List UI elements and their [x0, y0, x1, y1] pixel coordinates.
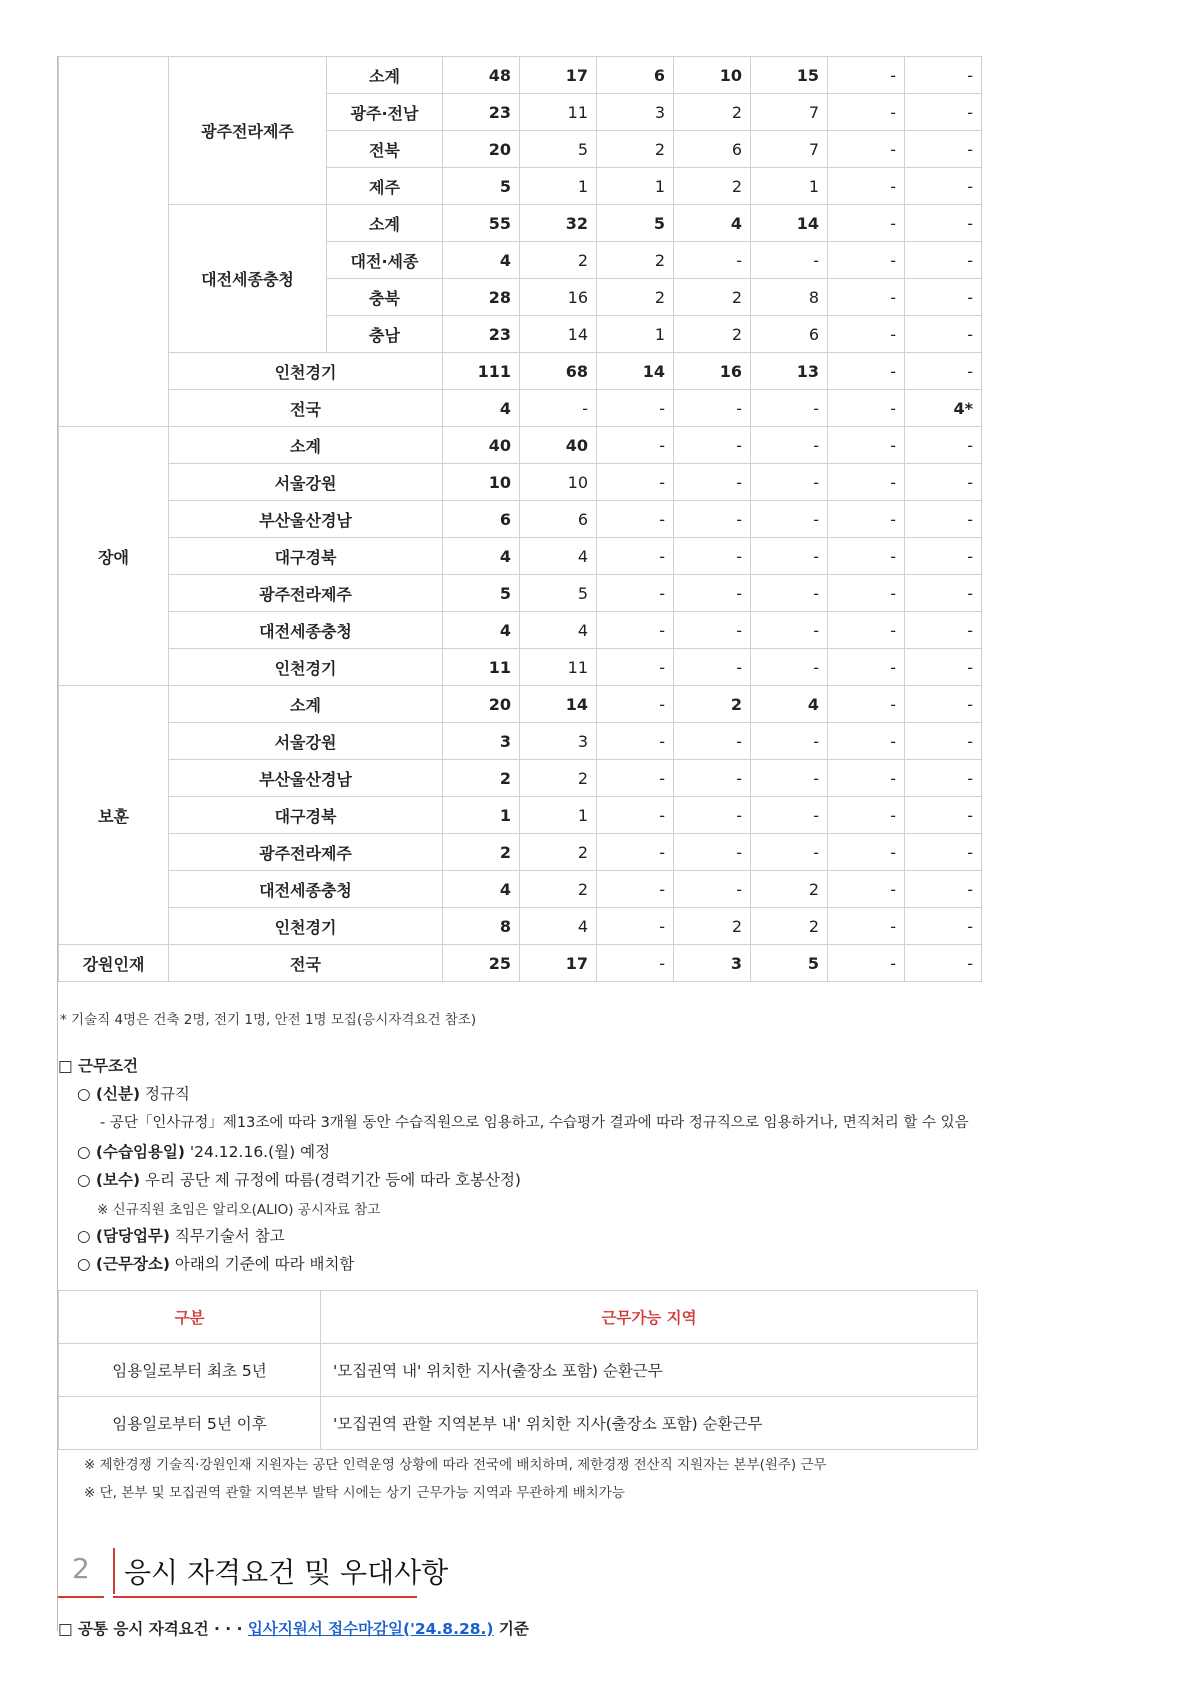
value-cell: 28	[443, 279, 520, 316]
value-cell: -	[828, 871, 905, 908]
value-cell: -	[905, 501, 982, 538]
value-cell: 2	[674, 686, 751, 723]
value-cell: 3	[443, 723, 520, 760]
region-cell: '모집권역 내' 위치한 지사(출장소 포함) 순환근무	[321, 1344, 978, 1397]
value-cell: -	[905, 945, 982, 982]
value-cell: -	[828, 205, 905, 242]
section-underline	[58, 1596, 104, 1598]
section-number: 2	[72, 1552, 90, 1585]
quota-row	[59, 945, 982, 982]
value-cell: 2	[520, 871, 597, 908]
value-cell: -	[828, 353, 905, 390]
value-cell: 20	[443, 686, 520, 723]
value-cell: 2	[674, 94, 751, 131]
value-cell: -	[828, 94, 905, 131]
work-location-row	[59, 1397, 978, 1450]
value-cell: 16	[674, 353, 751, 390]
quota-row	[59, 612, 982, 649]
header-category: 구분	[59, 1291, 321, 1344]
value-cell: 3	[674, 945, 751, 982]
value-cell: 40	[520, 427, 597, 464]
place-value: 아래의 기준에 따라 배치함	[169, 1255, 355, 1273]
value-cell: -	[751, 575, 828, 612]
value-cell: -	[828, 57, 905, 94]
value-cell: -	[828, 575, 905, 612]
value-cell: -	[674, 723, 751, 760]
value-cell: -	[905, 908, 982, 945]
value-cell: 17	[520, 945, 597, 982]
quota-row	[59, 353, 982, 390]
region-cell: 광주전라제주	[169, 834, 443, 871]
value-cell: -	[905, 94, 982, 131]
value-cell: 2	[674, 316, 751, 353]
region-cell: 인천경기	[169, 353, 443, 390]
value-cell: 11	[443, 649, 520, 686]
value-cell: 32	[520, 205, 597, 242]
pay-label: ○ (보수)	[77, 1171, 141, 1189]
value-cell: -	[905, 538, 982, 575]
region-cell: 대전세종충청	[169, 205, 327, 353]
value-cell: -	[751, 464, 828, 501]
value-cell: 11	[520, 94, 597, 131]
value-cell: -	[828, 390, 905, 427]
pay-value: 우리 공단 제 규정에 따름(경력기간 등에 따라 호봉산정)	[140, 1171, 521, 1189]
value-cell: 6	[597, 57, 674, 94]
value-cell: 111	[443, 353, 520, 390]
subregion-cell: 충남	[327, 316, 443, 353]
value-cell: 4	[674, 205, 751, 242]
value-cell: -	[905, 464, 982, 501]
value-cell: -	[828, 242, 905, 279]
value-cell: -	[597, 834, 674, 871]
pay-note: ※ 신규직원 초임은 알리오(ALIO) 공시자료 참고	[97, 1202, 381, 1218]
value-cell: -	[828, 464, 905, 501]
value-cell: 7	[751, 94, 828, 131]
value-cell: 14	[520, 686, 597, 723]
work-location-table	[58, 1290, 978, 1450]
quota-row	[59, 723, 982, 760]
value-cell: 2	[751, 871, 828, 908]
value-cell: -	[597, 649, 674, 686]
value-cell: -	[828, 834, 905, 871]
region-cell: 서울강원	[169, 723, 443, 760]
value-cell: 2	[597, 242, 674, 279]
quota-row	[59, 797, 982, 834]
value-cell: 2	[443, 760, 520, 797]
work-location-row	[59, 1344, 978, 1397]
value-cell: 2	[751, 908, 828, 945]
region-cell: 소계	[169, 686, 443, 723]
value-cell: -	[828, 760, 905, 797]
value-cell: -	[905, 686, 982, 723]
value-cell: 25	[443, 945, 520, 982]
value-cell: 2	[520, 242, 597, 279]
value-cell: -	[905, 612, 982, 649]
value-cell: -	[674, 760, 751, 797]
section-underline	[113, 1596, 417, 1598]
value-cell: -	[751, 390, 828, 427]
value-cell: -	[828, 316, 905, 353]
value-cell: -	[905, 871, 982, 908]
region-cell: 인천경기	[169, 649, 443, 686]
value-cell: -	[751, 501, 828, 538]
value-cell: -	[905, 205, 982, 242]
value-cell: 23	[443, 316, 520, 353]
value-cell: 48	[443, 57, 520, 94]
value-cell: -	[828, 538, 905, 575]
value-cell: 4	[520, 612, 597, 649]
value-cell: -	[597, 871, 674, 908]
value-cell: -	[905, 279, 982, 316]
value-cell: 5	[751, 945, 828, 982]
value-cell: -	[520, 390, 597, 427]
probation-value: '24.12.16.(월) 예정	[184, 1143, 331, 1161]
value-cell: 10	[520, 464, 597, 501]
region-cell: 부산울산경남	[169, 501, 443, 538]
value-cell: -	[674, 871, 751, 908]
value-cell: -	[674, 575, 751, 612]
value-cell: -	[674, 501, 751, 538]
value-cell: -	[828, 686, 905, 723]
value-cell: 1	[520, 797, 597, 834]
region-cell: 인천경기	[169, 908, 443, 945]
value-cell: -	[828, 649, 905, 686]
value-cell: 4	[751, 686, 828, 723]
value-cell: -	[905, 316, 982, 353]
quota-row	[59, 686, 982, 723]
subregion-cell: 충북	[327, 279, 443, 316]
value-cell: -	[597, 390, 674, 427]
quota-row	[59, 427, 982, 464]
value-cell: 5	[443, 575, 520, 612]
value-cell: -	[674, 390, 751, 427]
region-cell: 전국	[169, 945, 443, 982]
value-cell: -	[597, 538, 674, 575]
value-cell: -	[674, 797, 751, 834]
value-cell: -	[674, 649, 751, 686]
value-cell: -	[674, 464, 751, 501]
value-cell: 55	[443, 205, 520, 242]
value-cell: 2	[674, 168, 751, 205]
quota-row	[59, 57, 982, 94]
value-cell: 7	[751, 131, 828, 168]
status-label: ○ (신분)	[77, 1085, 141, 1103]
value-cell: 3	[520, 723, 597, 760]
value-cell: 4	[443, 612, 520, 649]
region-cell: 대전세종충청	[169, 871, 443, 908]
value-cell: -	[828, 501, 905, 538]
quota-row	[59, 390, 982, 427]
value-cell: 4*	[905, 390, 982, 427]
work-conditions-heading: □ 근무조건	[58, 1057, 138, 1075]
value-cell: 11	[520, 649, 597, 686]
quota-row	[59, 205, 982, 242]
value-cell: 2	[674, 279, 751, 316]
subregion-cell: 광주·전남	[327, 94, 443, 131]
subregion-cell: 대전·세종	[327, 242, 443, 279]
value-cell: -	[751, 538, 828, 575]
value-cell: 5	[520, 131, 597, 168]
value-cell: 4	[520, 908, 597, 945]
value-cell: -	[674, 612, 751, 649]
value-cell: 3	[597, 94, 674, 131]
recruitment-quota-table	[58, 56, 982, 982]
value-cell: 2	[674, 908, 751, 945]
value-cell: -	[597, 427, 674, 464]
value-cell: 2	[597, 131, 674, 168]
value-cell: -	[905, 723, 982, 760]
value-cell: -	[597, 908, 674, 945]
value-cell: -	[751, 612, 828, 649]
value-cell: 23	[443, 94, 520, 131]
value-cell: 1	[597, 168, 674, 205]
quota-row	[59, 871, 982, 908]
region-cell: 전국	[169, 390, 443, 427]
value-cell: -	[905, 242, 982, 279]
value-cell: 8	[443, 908, 520, 945]
period-cell: 임용일로부터 최초 5년	[59, 1344, 321, 1397]
value-cell: 4	[443, 538, 520, 575]
value-cell: 14	[751, 205, 828, 242]
value-cell: 4	[520, 538, 597, 575]
value-cell: -	[828, 723, 905, 760]
value-cell: -	[905, 760, 982, 797]
value-cell: 5	[520, 575, 597, 612]
region-cell: 서울강원	[169, 464, 443, 501]
value-cell: 16	[520, 279, 597, 316]
value-cell: -	[674, 427, 751, 464]
group-cell	[59, 57, 169, 427]
value-cell: -	[905, 57, 982, 94]
group-cell: 강원인재	[59, 945, 169, 982]
value-cell: -	[828, 279, 905, 316]
value-cell: 1	[597, 316, 674, 353]
duty-label: ○ (담당업무)	[77, 1227, 170, 1245]
table-footnote: * 기술직 4명은 건축 2명, 전기 1명, 안전 1명 모집(응시자격요건 참조)	[60, 1012, 477, 1028]
value-cell: 5	[443, 168, 520, 205]
value-cell: -	[828, 168, 905, 205]
probation-label: ○ (수습임용일)	[77, 1143, 185, 1161]
value-cell: -	[597, 760, 674, 797]
value-cell: -	[751, 834, 828, 871]
value-cell: -	[751, 649, 828, 686]
value-cell: 10	[443, 464, 520, 501]
value-cell: -	[597, 797, 674, 834]
region-cell: 부산울산경남	[169, 760, 443, 797]
value-cell: 1	[520, 168, 597, 205]
placement-note-1: ※ 제한경쟁 기술직·강원인재 지원자는 공단 인력운영 상황에 따라 전국에 배치하며, 제한경쟁 전산직 지원자는 본부(원주) 근무	[84, 1457, 827, 1473]
value-cell: 2	[443, 834, 520, 871]
value-cell: -	[905, 353, 982, 390]
quota-row	[59, 908, 982, 945]
probation-line	[77, 1140, 330, 1162]
value-cell: 17	[520, 57, 597, 94]
value-cell: 4	[443, 390, 520, 427]
place-label: ○ (근무장소)	[77, 1255, 170, 1273]
value-cell: 14	[520, 316, 597, 353]
quota-row	[59, 538, 982, 575]
value-cell: -	[828, 908, 905, 945]
value-cell: -	[674, 834, 751, 871]
value-cell: 8	[751, 279, 828, 316]
status-detail: - 공단「인사규정」제13조에 따라 3개월 동안 수습직원으로 임용하고, 수습평가 결과에 따라 정규직으로 임용하거나, 면직처리 할 수 있음	[100, 1115, 969, 1131]
value-cell: -	[905, 575, 982, 612]
value-cell: -	[905, 168, 982, 205]
value-cell: 13	[751, 353, 828, 390]
subregion-cell: 소계	[327, 205, 443, 242]
value-cell: -	[597, 612, 674, 649]
common-requirements-suffix: 기준	[493, 1620, 529, 1638]
value-cell: -	[828, 945, 905, 982]
value-cell: -	[905, 797, 982, 834]
value-cell: -	[674, 538, 751, 575]
value-cell: 6	[751, 316, 828, 353]
value-cell: 1	[443, 797, 520, 834]
place-line	[77, 1252, 354, 1274]
quota-row	[59, 501, 982, 538]
value-cell: -	[751, 242, 828, 279]
value-cell: 68	[520, 353, 597, 390]
region-cell: 대구경북	[169, 797, 443, 834]
value-cell: -	[828, 427, 905, 464]
value-cell: 6	[674, 131, 751, 168]
work-location-header-row	[59, 1291, 978, 1344]
value-cell: -	[597, 945, 674, 982]
quota-row	[59, 464, 982, 501]
quota-row	[59, 649, 982, 686]
value-cell: -	[597, 575, 674, 612]
quota-row	[59, 575, 982, 612]
value-cell: -	[828, 131, 905, 168]
value-cell: -	[597, 686, 674, 723]
section-divider	[113, 1548, 115, 1594]
value-cell: 15	[751, 57, 828, 94]
value-cell: 6	[520, 501, 597, 538]
pay-line	[77, 1168, 521, 1190]
value-cell: -	[751, 723, 828, 760]
period-cell: 임용일로부터 5년 이후	[59, 1397, 321, 1450]
value-cell: 14	[597, 353, 674, 390]
value-cell: 4	[443, 242, 520, 279]
value-cell: -	[828, 612, 905, 649]
value-cell: 1	[751, 168, 828, 205]
section-title: 응시 자격요건 및 우대사항	[124, 1556, 449, 1589]
placement-note-2: ※ 단, 본부 및 모집권역 관할 지역본부 발탁 시에는 상기 근무가능 지역과 무관하게 배치가능	[84, 1485, 625, 1501]
region-cell: 광주전라제주	[169, 57, 327, 205]
region-cell: '모집권역 관할 지역본부 내' 위치한 지사(출장소 포함) 순환근무	[321, 1397, 978, 1450]
value-cell: 10	[674, 57, 751, 94]
duty-value: 직무기술서 참고	[169, 1227, 285, 1245]
region-cell: 소계	[169, 427, 443, 464]
region-cell: 광주전라제주	[169, 575, 443, 612]
value-cell: 2	[520, 760, 597, 797]
value-cell: -	[905, 834, 982, 871]
subregion-cell: 제주	[327, 168, 443, 205]
header-available-region: 근무가능 지역	[321, 1291, 978, 1344]
region-cell: 대구경북	[169, 538, 443, 575]
subregion-cell: 전북	[327, 131, 443, 168]
deadline-link[interactable]: 입사지원서 접수마감일('24.8.28.)	[247, 1620, 494, 1638]
value-cell: -	[905, 649, 982, 686]
value-cell: -	[751, 797, 828, 834]
group-cell: 보훈	[59, 686, 169, 945]
duty-line	[77, 1224, 285, 1246]
value-cell: -	[751, 427, 828, 464]
status-value: 정규직	[140, 1085, 190, 1103]
value-cell: 6	[443, 501, 520, 538]
value-cell: -	[751, 760, 828, 797]
value-cell: -	[597, 501, 674, 538]
status-line	[77, 1082, 190, 1104]
value-cell: 5	[597, 205, 674, 242]
value-cell: -	[597, 723, 674, 760]
common-requirements-line	[58, 1617, 529, 1639]
quota-row	[59, 760, 982, 797]
value-cell: -	[674, 242, 751, 279]
value-cell: 2	[597, 279, 674, 316]
value-cell: 20	[443, 131, 520, 168]
region-cell: 대전세종충청	[169, 612, 443, 649]
value-cell: 2	[520, 834, 597, 871]
value-cell: 40	[443, 427, 520, 464]
group-cell: 장애	[59, 427, 169, 686]
subregion-cell: 소계	[327, 57, 443, 94]
quota-row	[59, 834, 982, 871]
value-cell: -	[905, 131, 982, 168]
value-cell: -	[828, 797, 905, 834]
common-requirements-label: □ 공통 응시 자격요건 · · ·	[58, 1620, 248, 1638]
value-cell: -	[905, 427, 982, 464]
value-cell: -	[597, 464, 674, 501]
value-cell: 4	[443, 871, 520, 908]
